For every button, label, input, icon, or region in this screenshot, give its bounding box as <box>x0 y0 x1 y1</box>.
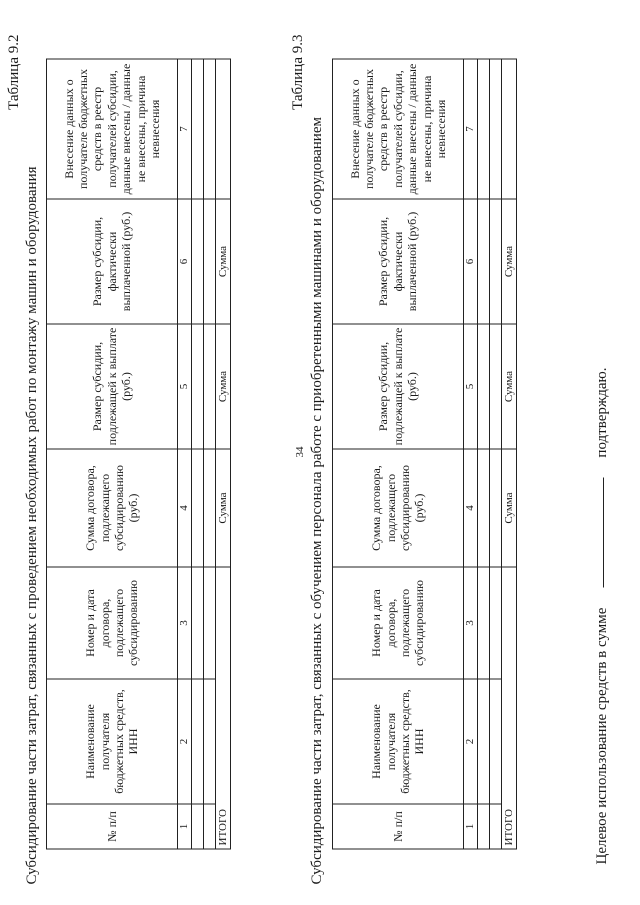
table-title: Субсидирование части затрат, связанных с проведением необходимых работ по монтажу машин и оборудования <box>24 166 40 885</box>
sum-cell: Сумма <box>216 324 231 449</box>
header-cell: Внесение данных о получателе бюджетных средств в реестр получателей субсидии, данные внесены / данные не внесены, причина невнесения <box>47 59 178 199</box>
column-number: 7 <box>178 59 192 199</box>
empty-row <box>478 59 490 849</box>
column-number: 1 <box>464 804 478 849</box>
empty-cell <box>204 324 216 449</box>
header-cell: Размер субсидии, подлежащей к выплате (руб.) <box>47 324 178 449</box>
empty-cell <box>192 679 204 804</box>
empty-cell <box>204 679 216 804</box>
empty-cell <box>192 59 204 199</box>
amount-blank-line <box>602 478 604 588</box>
footer-text-after: подтверждаю. <box>594 367 610 458</box>
column-number: 6 <box>178 199 192 324</box>
empty-cell <box>192 324 204 449</box>
header-cell: Внесение данных о получателе бюджетных средств в реестр получателей субсидии, данные внесены / данные не внесены, причина невнесения <box>333 59 464 199</box>
total-label: ИТОГО <box>502 567 517 849</box>
sum-cell: Сумма <box>502 199 517 324</box>
total-label: ИТОГО <box>216 567 231 849</box>
empty-row <box>490 59 502 849</box>
header-cell: Сумма договора, подлежащего субсидированию (руб.) <box>333 449 464 567</box>
column-number: 6 <box>464 199 478 324</box>
column-number: 3 <box>464 567 478 679</box>
empty-cell <box>192 567 204 679</box>
header-cell: Размер субсидии, фактически выплаченной (руб.) <box>47 199 178 324</box>
footer-text-before: Целевое использование средств в сумме <box>594 607 610 865</box>
empty-row <box>192 59 204 849</box>
empty-cell <box>490 567 502 679</box>
total-row <box>502 59 517 849</box>
header-cell: Наименование получателя бюджетных средств, ИНН <box>47 679 178 804</box>
empty-row <box>204 59 216 849</box>
table-label: Таблица 9.2 <box>6 34 22 110</box>
sum-cell: Сумма <box>502 324 517 449</box>
column-number: 4 <box>178 449 192 567</box>
header-cell: Сумма договора, подлежащего субсидированию (руб.) <box>47 449 178 567</box>
header-cell: Размер субсидии, фактически выплаченной (руб.) <box>333 199 464 324</box>
column-number-row <box>178 59 192 849</box>
subsidy-table-9-3 <box>332 59 517 850</box>
header-cell: № п/п <box>47 804 178 849</box>
empty-cell <box>490 679 502 804</box>
column-number: 7 <box>464 59 478 199</box>
column-number: 5 <box>178 324 192 449</box>
empty-cell <box>478 804 490 849</box>
header-cell: Наименование получателя бюджетных средств, ИНН <box>333 679 464 804</box>
column-number: 4 <box>464 449 478 567</box>
table-title: Субсидирование части затрат, связанных с обучением персонала работе с приобретенными машинами и оборудованием <box>309 117 325 885</box>
empty-cell <box>204 199 216 324</box>
empty-cell <box>216 59 231 199</box>
column-number: 1 <box>178 804 192 849</box>
empty-cell <box>204 59 216 199</box>
header-cell: Номер и дата договора, подлежащего субсидированию <box>333 567 464 679</box>
empty-cell <box>490 59 502 199</box>
empty-cell <box>490 449 502 567</box>
column-number: 2 <box>464 679 478 804</box>
empty-cell <box>478 324 490 449</box>
sum-cell: Сумма <box>502 449 517 567</box>
empty-cell <box>478 679 490 804</box>
column-number: 3 <box>178 567 192 679</box>
column-number: 5 <box>464 324 478 449</box>
table-label: Таблица 9.3 <box>290 34 306 110</box>
page-number: 34 <box>294 446 306 458</box>
empty-cell <box>204 567 216 679</box>
empty-cell <box>478 449 490 567</box>
header-cell: Номер и дата договора, подлежащего субсидированию <box>47 567 178 679</box>
column-number: 2 <box>178 679 192 804</box>
empty-cell <box>478 59 490 199</box>
empty-cell <box>490 324 502 449</box>
header-cell: № п/п <box>333 804 464 849</box>
empty-cell <box>478 567 490 679</box>
header-row <box>47 59 178 849</box>
footer-statement <box>594 368 611 865</box>
empty-cell <box>490 804 502 849</box>
header-cell: Размер субсидии, подлежащей к выплате (руб.) <box>333 324 464 449</box>
empty-cell <box>192 449 204 567</box>
empty-cell <box>204 449 216 567</box>
sum-cell: Сумма <box>216 199 231 324</box>
subsidy-table-9-2 <box>46 59 231 850</box>
empty-cell <box>204 804 216 849</box>
total-row <box>216 59 231 849</box>
sum-cell: Сумма <box>216 449 231 567</box>
column-number-row <box>464 59 478 849</box>
empty-cell <box>192 804 204 849</box>
empty-cell <box>490 199 502 324</box>
empty-cell <box>502 59 517 199</box>
empty-cell <box>192 199 204 324</box>
header-row <box>333 59 464 849</box>
empty-cell <box>478 199 490 324</box>
